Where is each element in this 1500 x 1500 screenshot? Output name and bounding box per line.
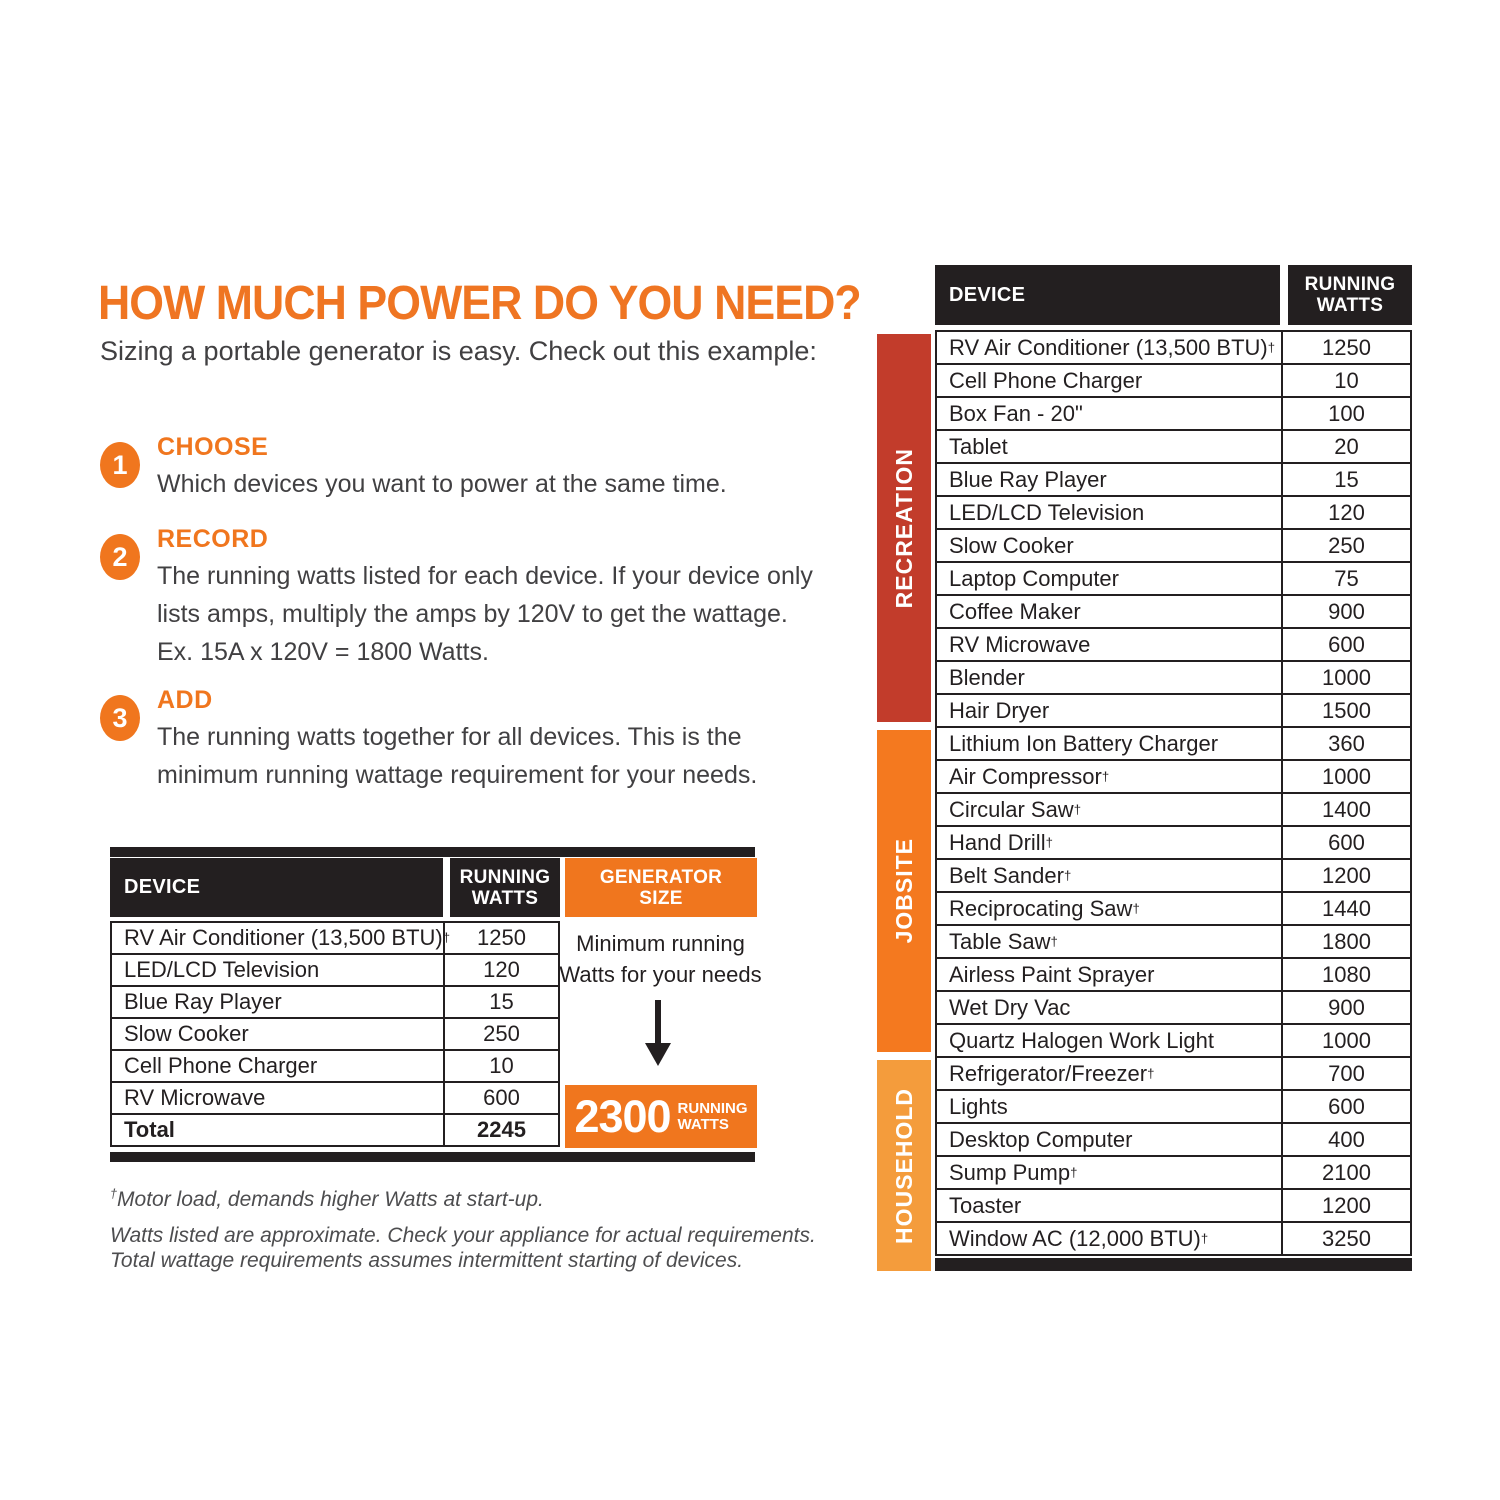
down-arrow-icon [645,1043,671,1066]
device-name-cell: Cell Phone Charger [112,1051,445,1081]
example-table-bottom-rule [110,1152,755,1162]
example-column-header-device [110,858,443,917]
step-2-text: The running watts listed for each device. If your device only [157,562,813,590]
step-2-label: RECORD [157,525,269,553]
running-watts-cell: 1000 [1322,664,1371,690]
device-name-cell: Slow Cooker [937,530,1283,561]
example-column-header-running-watts [450,858,560,917]
reference-device-rows [935,330,1412,1256]
step-choose [100,433,780,503]
table-row [112,923,558,955]
table-row [937,1058,1410,1091]
running-watts-cell: 10 [489,1053,514,1078]
running-watts-cell: 250 [1328,532,1365,558]
device-name-cell: RV Microwave [937,629,1283,660]
running-watts-cell: 900 [1328,994,1365,1020]
step-3-label: ADD [157,686,213,714]
device-name-cell: Circular Saw † [937,794,1283,825]
device-name-cell: RV Microwave [112,1083,445,1113]
device-name-cell: Blue Ray Player [937,464,1283,495]
table-row [937,827,1410,860]
column-header-label: RUNNING [459,866,551,888]
category-band-household [877,1060,931,1271]
device-name-cell: Coffee Maker [937,596,1283,627]
table-row [937,596,1410,629]
device-name-cell: Total [112,1115,445,1145]
running-watts-cell: 1000 [1322,1027,1371,1053]
device-name-cell: Air Compressor † [937,761,1283,792]
device-name-cell: Box Fan - 20" [937,398,1283,429]
running-watts-cell: 100 [1328,400,1365,426]
device-name-cell: Airless Paint Sprayer [937,959,1283,990]
category-label: RECREATION [890,447,917,609]
device-name-cell: Window AC (12,000 BTU) † [937,1223,1283,1254]
running-watts-cell: 1250 [1322,334,1371,360]
table-row [937,761,1410,794]
table-row [937,662,1410,695]
table-row [937,695,1410,728]
table-row [937,1190,1410,1223]
generator-note-line: Minimum running [576,931,745,956]
device-name-cell: LED/LCD Television [937,497,1283,528]
table-row [937,1025,1410,1058]
device-name-cell: Wet Dry Vac [937,992,1283,1023]
device-name-cell: Table Saw † [937,926,1283,957]
device-name-cell: Belt Sander † [937,860,1283,891]
table-row [937,1124,1410,1157]
step-1-number-badge: 1 [100,442,140,488]
category-band-recreation [877,334,931,722]
example-column-header-generator-size [565,858,757,917]
running-watts-cell: 3250 [1322,1225,1371,1251]
device-name-cell: Cell Phone Charger [937,365,1283,396]
reference-column-header-device [935,265,1280,325]
generator-size-note [558,928,763,990]
running-watts-cell: 10 [1334,367,1359,393]
reference-table [877,265,1412,1275]
running-watts-cell: 360 [1328,730,1365,756]
step-record [100,525,813,671]
device-name-cell: Lights [937,1091,1283,1122]
running-watts-cell: 15 [489,989,514,1014]
device-name-cell: Quartz Halogen Work Light [937,1025,1283,1056]
category-label: JOBSITE [890,838,917,944]
reference-table-bottom-rule [935,1258,1412,1271]
running-watts-cell: 250 [483,1021,520,1046]
table-row [937,332,1410,365]
table-row [937,893,1410,926]
running-watts-cell: 1800 [1322,928,1371,954]
reference-column-header-running-watts [1288,265,1412,325]
step-2-number-badge: 2 [100,534,140,580]
category-label: HOUSEHOLD [890,1087,917,1244]
running-watts-cell: 1200 [1322,862,1371,888]
table-row [937,959,1410,992]
running-watts-cell: 1080 [1322,961,1371,987]
running-watts-cell: 600 [1328,829,1365,855]
running-watts-cell: 1250 [477,925,526,950]
running-watts-cell: 1200 [1322,1192,1371,1218]
step-2-text: Ex. 15A x 120V = 1800 Watts. [157,638,489,666]
running-watts-cell: 900 [1328,598,1365,624]
result-unit-line: WATTS [677,1115,729,1133]
device-name-cell: Desktop Computer [937,1124,1283,1155]
step-2-text: lists amps, multiply the amps by 120V to get the wattage. [157,600,788,628]
table-row [937,728,1410,761]
table-row [937,365,1410,398]
running-watts-cell: 1400 [1322,796,1371,822]
running-watts-cell: 1440 [1322,895,1371,921]
device-name-cell: Hand Drill † [937,827,1283,858]
running-watts-cell: 700 [1328,1060,1365,1086]
table-row [937,629,1410,662]
table-row [112,1083,558,1115]
example-table-top-rule [110,847,755,857]
running-watts-cell: 600 [483,1085,520,1110]
device-name-cell: Tablet [937,431,1283,462]
table-row [937,431,1410,464]
table-row [937,860,1410,893]
example-device-table [110,921,560,1147]
table-row [937,1157,1410,1190]
table-row [937,497,1410,530]
table-row [937,464,1410,497]
step-1-label: CHOOSE [157,433,269,461]
result-watts-value: 2300 [574,1090,671,1142]
running-watts-cell: 1500 [1322,697,1371,723]
column-header-label: DEVICE [949,283,1026,306]
table-row [937,1223,1410,1254]
table-row [112,1051,558,1083]
table-row [937,992,1410,1025]
device-name-cell: Blue Ray Player [112,987,445,1017]
step-3-number-badge: 3 [100,695,140,741]
column-header-label: SIZE [639,887,683,909]
generator-size-result [565,1085,757,1148]
footnote-intermittent: Total wattage requirements assumes intermittent starting of devices. [110,1249,744,1272]
running-watts-cell: 20 [1334,433,1359,459]
table-row [937,794,1410,827]
step-add [100,686,780,794]
running-watts-cell: 75 [1334,565,1359,591]
device-name-cell: Toaster [937,1190,1283,1221]
result-unit-line: RUNNING [677,1099,748,1117]
column-header-label: WATTS [1316,295,1384,316]
table-row [937,926,1410,959]
down-arrow-icon [655,1000,661,1044]
column-header-label: GENERATOR [599,866,723,888]
table-row [937,398,1410,431]
running-watts-cell: 15 [1334,466,1359,492]
device-name-cell: Sump Pump † [937,1157,1283,1188]
running-watts-cell: 120 [1328,499,1365,525]
device-name-cell: Hair Dryer [937,695,1283,726]
table-row [112,955,558,987]
device-name-cell: LED/LCD Television [112,955,445,985]
table-row [937,530,1410,563]
table-row [112,1019,558,1051]
device-name-cell: Slow Cooker [112,1019,445,1049]
column-header-label: RUNNING [1304,274,1396,295]
footnote-motor-load: †Motor load, demands higher Watts at start-up. [110,1187,544,1211]
device-name-cell: Reciprocating Saw † [937,893,1283,924]
category-band-jobsite [877,730,931,1052]
device-name-cell: Blender [937,662,1283,693]
footnote-approximate: Watts listed are approximate. Check your appliance for actual requirements. [110,1224,816,1247]
result-watts-unit [678,1101,748,1133]
column-header-label: WATTS [471,887,539,909]
column-header-label: DEVICE [124,876,201,898]
table-row [937,563,1410,596]
step-3-text: The running watts together for all devices. This is the [157,723,742,751]
running-watts-cell: 600 [1328,631,1365,657]
device-name-cell: Refrigerator/Freezer † [937,1058,1283,1089]
running-watts-cell: 600 [1328,1093,1365,1119]
running-watts-cell: 400 [1328,1126,1365,1152]
device-name-cell: Lithium Ion Battery Charger [937,728,1283,759]
generator-note-line: Watts for your needs [559,962,762,987]
page-title: HOW MUCH POWER DO YOU NEED? [98,277,861,330]
table-row [937,1091,1410,1124]
step-1-text: Which devices you want to power at the same time. [157,470,727,498]
total-row [112,1115,558,1145]
device-name-cell: Laptop Computer [937,563,1283,594]
device-name-cell: RV Air Conditioner (13,500 BTU) † [112,923,445,953]
running-watts-cell: 1000 [1322,763,1371,789]
running-watts-cell: 2100 [1322,1159,1371,1185]
device-name-cell: RV Air Conditioner (13,500 BTU) † [937,332,1283,363]
running-watts-cell: 120 [483,957,520,982]
step-3-text: minimum running wattage requirement for your needs. [157,761,758,789]
table-row [112,987,558,1019]
running-watts-cell: 2245 [477,1117,526,1142]
page-subtitle: Sizing a portable generator is easy. Check out this example: [100,336,817,366]
